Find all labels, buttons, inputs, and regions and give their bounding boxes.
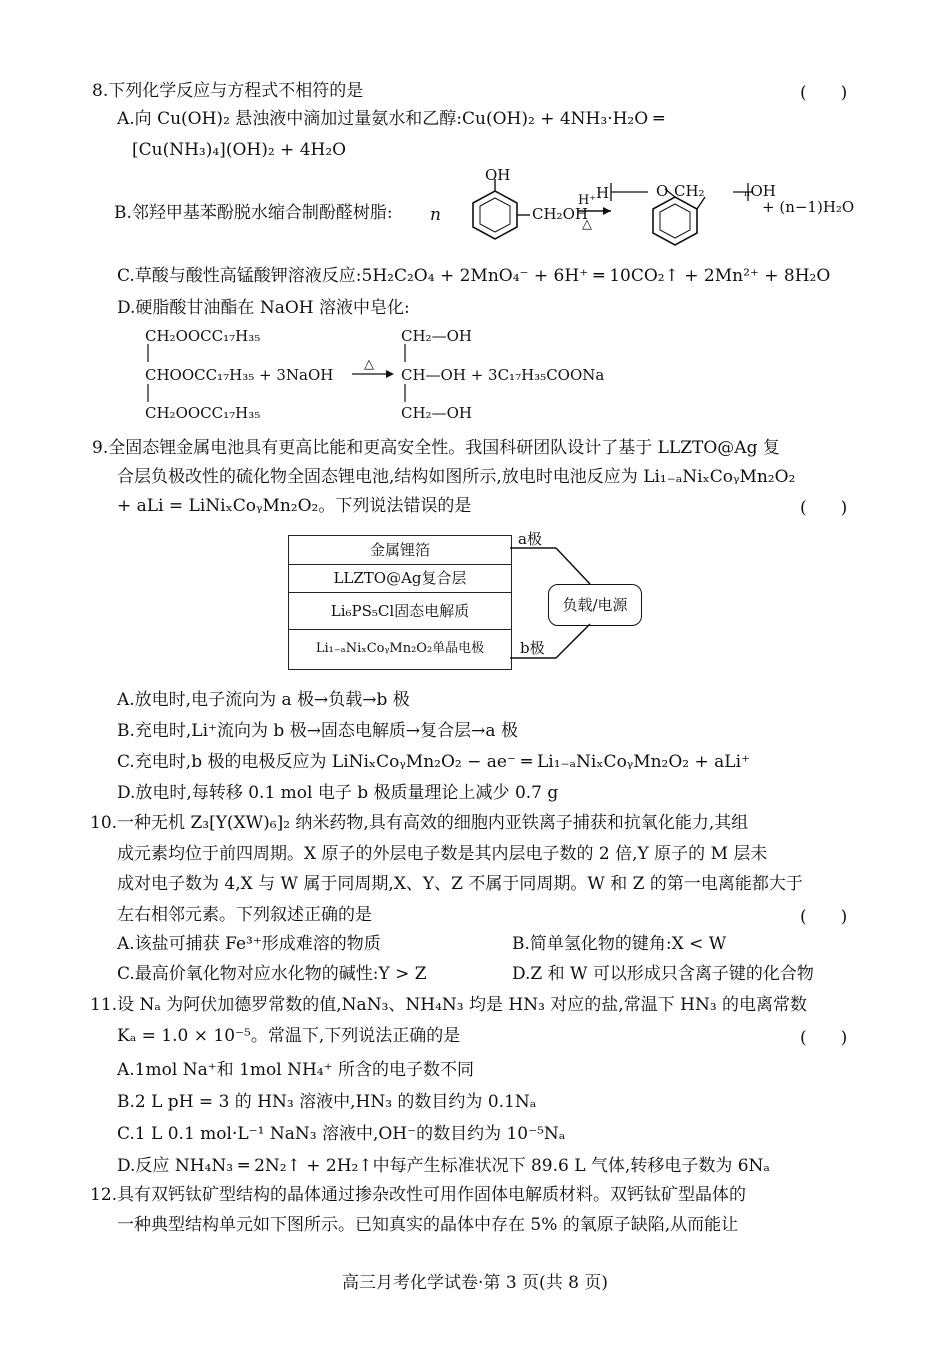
q8-d-heat: △ xyxy=(364,357,374,372)
q12-stem-line2: 一种典型结构单元如下图所示。已知真实的晶体中存在 5% 的氧原子缺陷,从而能让 xyxy=(117,1215,739,1235)
layer-llzto-ag: LLZTO@Ag复合层 xyxy=(289,565,511,593)
q10-stem-line2: 成元素均位于前四周期。X 原子的外层电子数是其内层电子数的 2 倍,Y 原子的 M 层未 xyxy=(117,844,768,864)
q9-option-a: A.放电时,电子流向为 a 极→负载→b 极 xyxy=(117,690,410,710)
q10-stem-line3: 成对电子数为 4,X 与 W 属于同周期,X、Y、Z 不属于同周期。W 和 Z 的第一电离能都大于 xyxy=(117,874,803,894)
b-electrode-label: b极 xyxy=(520,639,545,657)
q10-option-d: D.Z 和 W 可以形成只含离子键的化合物 xyxy=(512,964,814,984)
q8-d-left3: CH₂OOCC₁₇H₃₅ xyxy=(145,404,261,422)
page-footer: 高三月考化学试卷·第 3 页(共 8 页) xyxy=(342,1273,608,1293)
q10-option-a: A.该盐可捕获 Fe³⁺形成难溶的物质 xyxy=(117,934,381,954)
q11-stem-line1: 11.设 Nₐ 为阿伏加德罗常数的值,NaN₃、NH₄N₃ 均是 HN₃ 对应的盐,常温下 HN₃ 的电离常数 xyxy=(90,995,808,1015)
q11-stem-line2: Kₐ = 1.0 × 10⁻⁵。常温下,下列说法正确的是 xyxy=(117,1026,461,1046)
q9-stem-line3: + aLi = LiNiₓCoᵧMn₂O₂。下列说法错误的是 xyxy=(117,496,472,516)
a-electrode-label: a极 xyxy=(518,530,542,548)
q8-b-heat: △ xyxy=(582,217,592,232)
q9-answer-paren: ( ) xyxy=(800,498,848,518)
q8-b-o: O xyxy=(656,182,669,200)
layer-solid-electrolyte: Li₆PS₅Cl固态电解质 xyxy=(289,593,511,630)
layer-cathode: Li₁₋ₐNiₓCoᵧMn₂O₂单晶电极 xyxy=(315,641,485,656)
q8-b-ch2: CH₂ xyxy=(674,182,705,200)
q10-stem-line4: 左右相邻元素。下列叙述正确的是 xyxy=(117,905,372,925)
q10-option-c: C.最高价氧化物对应水化物的碱性:Y > Z xyxy=(117,964,427,984)
q8-d-right3: CH₂—OH xyxy=(401,404,472,422)
q10-option-b: B.简单氢化物的键角:X < W xyxy=(512,934,727,954)
q8-d-left2: CHOOCC₁₇H₃₅ + 3NaOH xyxy=(145,366,334,384)
benzene-inner-left xyxy=(480,198,510,232)
q10-answer-paren: ( ) xyxy=(800,907,848,927)
q9-stem-line2: 合层负极改性的硫化物全固态锂电池,结构如图所示,放电时电池反应为 Li₁₋ₐNiₓCoᵧMn₂O₂ xyxy=(117,467,796,487)
q8-b-ch2oh: CH₂OH xyxy=(532,205,588,223)
q10-stem-line1: 10.一种无机 Z₃[Y(XW)₆]₂ 纳米药物,具有高效的细胞内亚铁离子捕获和抗氧化能力,其组 xyxy=(90,813,749,833)
q8-b-oh: OH xyxy=(485,166,511,184)
q8-stem: 8.下列化学反应与方程式不相符的是 xyxy=(92,81,364,101)
q11-option-d: D.反应 NH₄N₃ ═ 2N₂↑ + 2H₂↑中每产生标准状况下 89.6 L 气体,转移电子数为 6Nₐ xyxy=(117,1156,770,1176)
q11-answer-paren: ( ) xyxy=(800,1028,848,1048)
q8-d-bonds xyxy=(140,340,420,410)
q8-d-left1: CH₂OOCC₁₇H₃₅ xyxy=(145,327,261,345)
load-power-box: 负载/电源 xyxy=(548,584,642,626)
q9-option-c: C.充电时,b 极的电极反应为 LiNiₓCoᵧMn₂O₂ − ae⁻ ═ Li₁₋ₐNiₓCoᵧMn₂O₂ + aLi⁺ xyxy=(117,752,751,772)
q8-option-a-line2: [Cu(NH₃)₄](OH)₂ + 4H₂O xyxy=(132,140,347,160)
layer-lithium-foil: 金属锂箔 xyxy=(289,536,511,565)
q8-d-right2: CH—OH + 3C₁₇H₃₅COONa xyxy=(401,366,605,384)
q8-b-catalyst: H⁺ xyxy=(578,193,597,208)
q9-option-b: B.充电时,Li⁺流向为 b 极→固态电解质→复合层→a 极 xyxy=(117,721,518,741)
q8-b-h: H xyxy=(596,184,610,202)
q8-option-d: D.硬脂酸甘油酯在 NaOH 溶液中皂化: xyxy=(117,298,410,318)
q8-d-right1: CH₂—OH xyxy=(401,327,472,345)
q9-stem-line1: 9.全固态锂金属电池具有更高比能和更高安全性。我国科研团队设计了基于 LLZTO@Ag 复 xyxy=(92,438,780,458)
q8-option-a-line1: A.向 Cu(OH)₂ 悬浊液中滴加过量氨水和乙醇:Cu(OH)₂ + 4NH₃·H₂O ═ xyxy=(117,109,664,129)
q12-stem-line1: 12.具有双钙钛矿型结构的晶体通过掺杂改性可用作固体电解质材料。双钙钛矿型晶体的 xyxy=(90,1185,747,1205)
q8-answer-paren: ( ) xyxy=(800,83,848,103)
q8-b-water: + (n−1)H₂O xyxy=(762,198,855,216)
q11-option-b: B.2 L pH = 3 的 HN₃ 溶液中,HN₃ 的数目约为 0.1Nₐ xyxy=(117,1092,537,1112)
q8-b-noh: ₙOH xyxy=(744,182,776,200)
battery-diagram xyxy=(288,535,512,670)
q8-option-c: C.草酸与酸性高锰酸钾溶液反应:5H₂C₂O₄ + 2MnO₄⁻ + 6H⁺ ═ 10CO₂↑ + 2Mn²⁺ + 8H₂O xyxy=(117,266,831,286)
q8-option-b: B.邻羟甲基苯酚脱水缩合制酚醛树脂: xyxy=(114,203,393,223)
q9-option-d: D.放电时,每转移 0.1 mol 电子 b 极质量理论上减少 0.7 g xyxy=(117,783,559,803)
q11-option-a: A.1mol Na⁺和 1mol NH₄⁺ 所含的电子数不同 xyxy=(117,1060,474,1080)
q8-option-b-n: n xyxy=(430,205,441,225)
q11-option-c: C.1 L 0.1 mol·L⁻¹ NaN₃ 溶液中,OH⁻的数目约为 10⁻⁵Nₐ xyxy=(117,1124,566,1144)
